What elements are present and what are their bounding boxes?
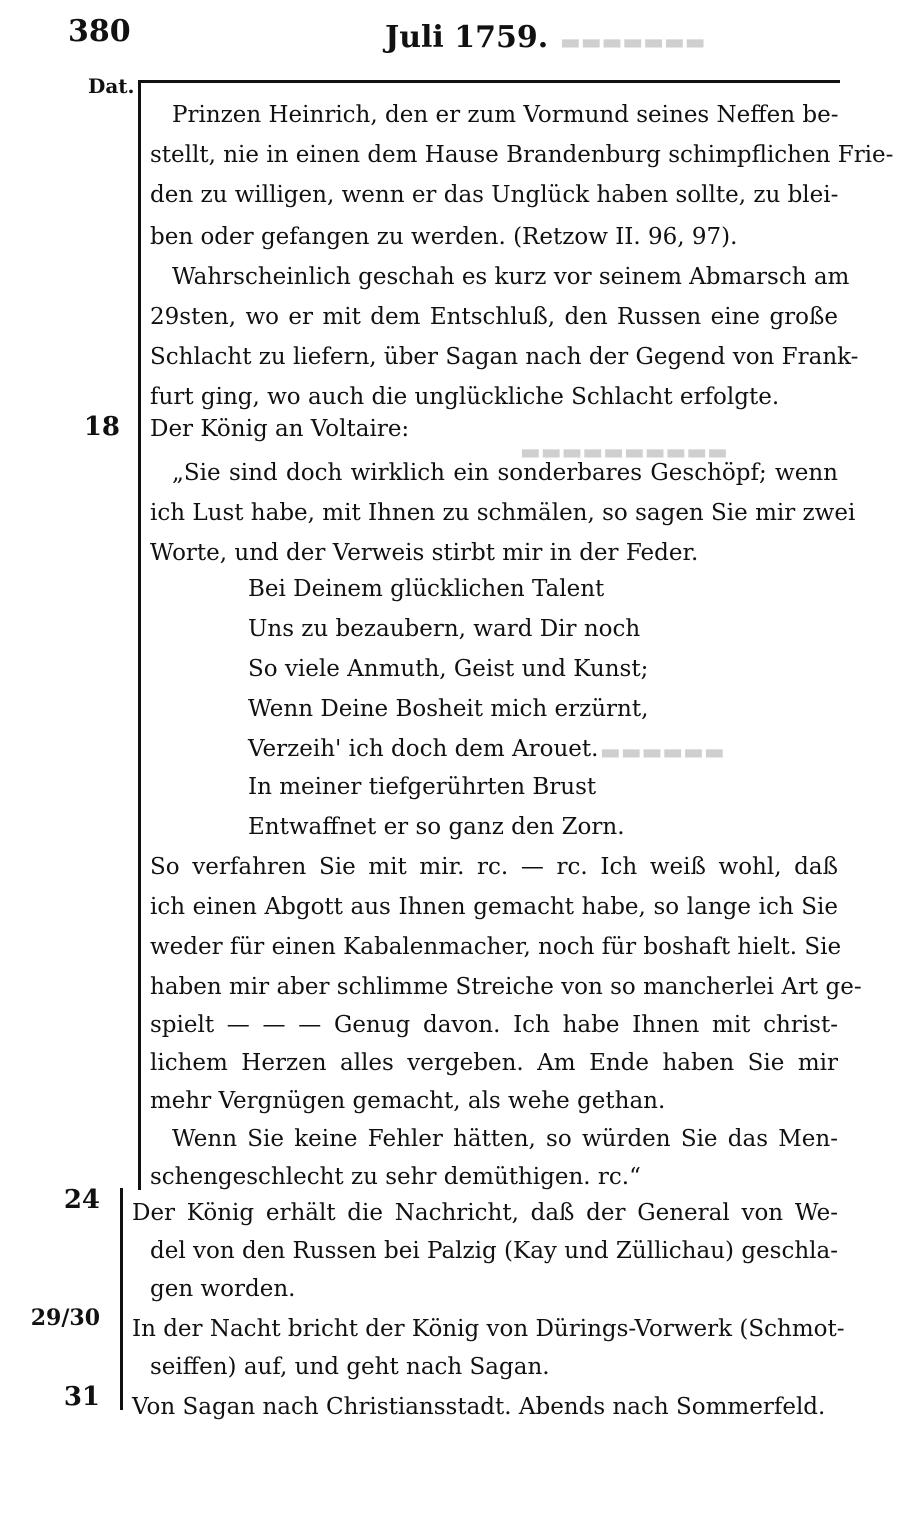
- verse-line: So viele Anmuth, Geist und Kunst;: [248, 656, 649, 682]
- text-line: schengeschlecht zu sehr demüthigen. rc.“: [150, 1164, 641, 1190]
- header-rule: [140, 80, 840, 83]
- text-line: lichem Herzen alles vergeben. Am Ende haben Sie mir: [150, 1050, 838, 1076]
- text-line: Der König erhält die Nachricht, daß der General von We-: [132, 1200, 838, 1226]
- entry-date: 18: [83, 412, 120, 442]
- page-number: 380: [68, 14, 131, 49]
- entry-date: 24: [63, 1185, 100, 1215]
- text-line: furt ging, wo auch die unglückliche Schlacht erfolgte.: [150, 384, 780, 410]
- text-line: So verfahren Sie mit mir. rc. — rc. Ich weiß wohl, daß: [150, 854, 838, 880]
- column-rule: [138, 80, 141, 1190]
- text-line: mehr Vergnügen gemacht, als wehe gethan.: [150, 1088, 666, 1114]
- text-line: weder für einen Kabalenmacher, noch für boshaft hielt. Sie: [150, 934, 842, 960]
- date-column-label: Dat.: [88, 74, 135, 98]
- entry-date: 31: [63, 1382, 100, 1412]
- bleed-through-texture: ▬▬▬▬▬▬: [600, 740, 725, 765]
- bleed-through-texture: ▬▬▬▬▬▬▬▬▬▬: [520, 440, 728, 465]
- text-line: seiffen) auf, und geht nach Sagan.: [150, 1354, 550, 1380]
- text-line: Schlacht zu liefern, über Sagan nach der Gegend von Frank-: [150, 344, 859, 370]
- verse-line: Verzeih' ich doch dem Arouet.: [248, 736, 599, 762]
- text-line: In der Nacht bricht der König von Dürings-Vorwerk (Schmot-: [132, 1316, 845, 1342]
- verse-line: Bei Deinem glücklichen Talent: [248, 576, 605, 602]
- text-line: gen worden.: [150, 1276, 296, 1302]
- text-line: Wahrscheinlich geschah es kurz vor seinem Abmarsch am: [172, 264, 850, 290]
- text-line: ich Lust habe, mit Ihnen zu schmälen, so sagen Sie mir zwei: [150, 500, 856, 526]
- text-line: Von Sagan nach Christiansstadt. Abends nach Sommerfeld.: [132, 1394, 826, 1420]
- entry-date: 29/30: [30, 1305, 100, 1331]
- verse-line: Uns zu bezaubern, ward Dir noch: [248, 616, 641, 642]
- text-line: stellt, nie in einen dem Hause Brandenburg schimpflichen Frie-: [150, 142, 894, 168]
- text-line: ben oder gefangen zu werden. (Retzow II. 96, 97).: [150, 224, 738, 250]
- text-line: „Sie sind doch wirklich ein sonderbares Geschöpf; wenn: [172, 460, 838, 486]
- text-line: Der König an Voltaire:: [150, 416, 410, 442]
- text-line: Prinzen Heinrich, den er zum Vormund seines Neffen be-: [172, 102, 839, 128]
- text-line: spielt — — — Genug davon. Ich habe Ihnen mit christ-: [150, 1012, 838, 1038]
- column-rule: [120, 1188, 123, 1410]
- text-line: Wenn Sie keine Fehler hätten, so würden Sie das Men-: [172, 1126, 838, 1152]
- verse-line: Entwaffnet er so ganz den Zorn.: [248, 814, 625, 840]
- text-line: den zu willigen, wenn er das Unglück haben sollte, zu blei-: [150, 182, 839, 208]
- text-line: Worte, und der Verweis stirbt mir in der Feder.: [150, 540, 699, 566]
- text-line: del von den Russen bei Palzig (Kay und Züllichau) geschla-: [150, 1238, 838, 1264]
- verse-line: In meiner tiefgerührten Brust: [248, 774, 597, 800]
- verse-line: Wenn Deine Bosheit mich erzürnt,: [248, 696, 649, 722]
- text-line: 29sten, wo er mit dem Entschluß, den Russen eine große: [150, 304, 838, 330]
- text-line: ich einen Abgott aus Ihnen gemacht habe, so lange ich Sie: [150, 894, 838, 920]
- running-head: Juli 1759.: [385, 20, 549, 55]
- bleed-through-texture: ▬▬▬▬▬▬▬: [560, 30, 706, 55]
- text-line: haben mir aber schlimme Streiche von so mancherlei Art ge-: [150, 974, 862, 1000]
